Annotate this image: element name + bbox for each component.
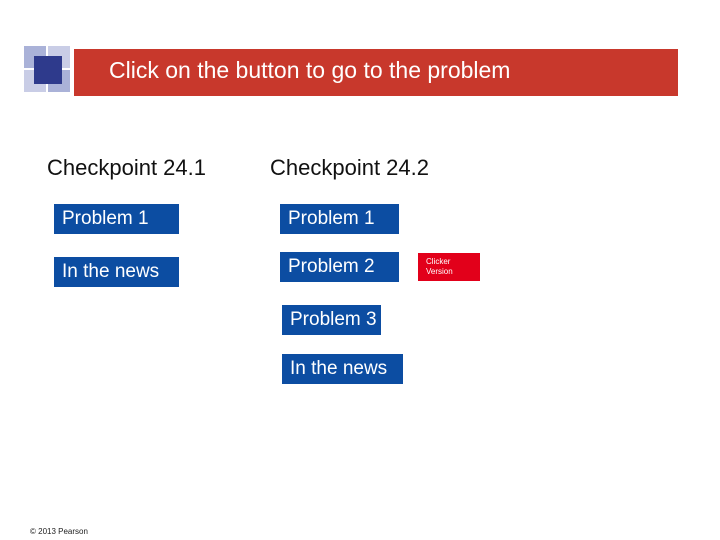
checkpoint-2-problem-1-button[interactable]: Problem 1 xyxy=(280,204,399,234)
clicker-label-line-2: Version xyxy=(426,267,453,276)
clicker-label-line-1: Clicker xyxy=(426,257,451,266)
checkpoint-24-1-heading: Checkpoint 24.1 xyxy=(47,155,206,180)
title-bar xyxy=(74,49,678,96)
checkpoint-24-2-heading: Checkpoint 24.2 xyxy=(270,155,429,180)
checkpoint-1-problem-1-button[interactable]: Problem 1 xyxy=(54,204,179,234)
copyright-footer: © 2013 Pearson xyxy=(30,527,88,536)
logo-squares-icon xyxy=(24,46,74,96)
checkpoint-2-in-the-news-button[interactable]: In the news xyxy=(282,354,403,384)
clicker-version-button[interactable] xyxy=(418,253,480,281)
checkpoint-2-problem-2-button[interactable]: Problem 2 xyxy=(280,252,399,282)
checkpoint-1-in-the-news-button[interactable]: In the news xyxy=(54,257,179,287)
page-title: Click on the button to go to the problem xyxy=(109,57,511,83)
checkpoint-2-problem-3-button[interactable]: Problem 3 xyxy=(282,305,381,335)
